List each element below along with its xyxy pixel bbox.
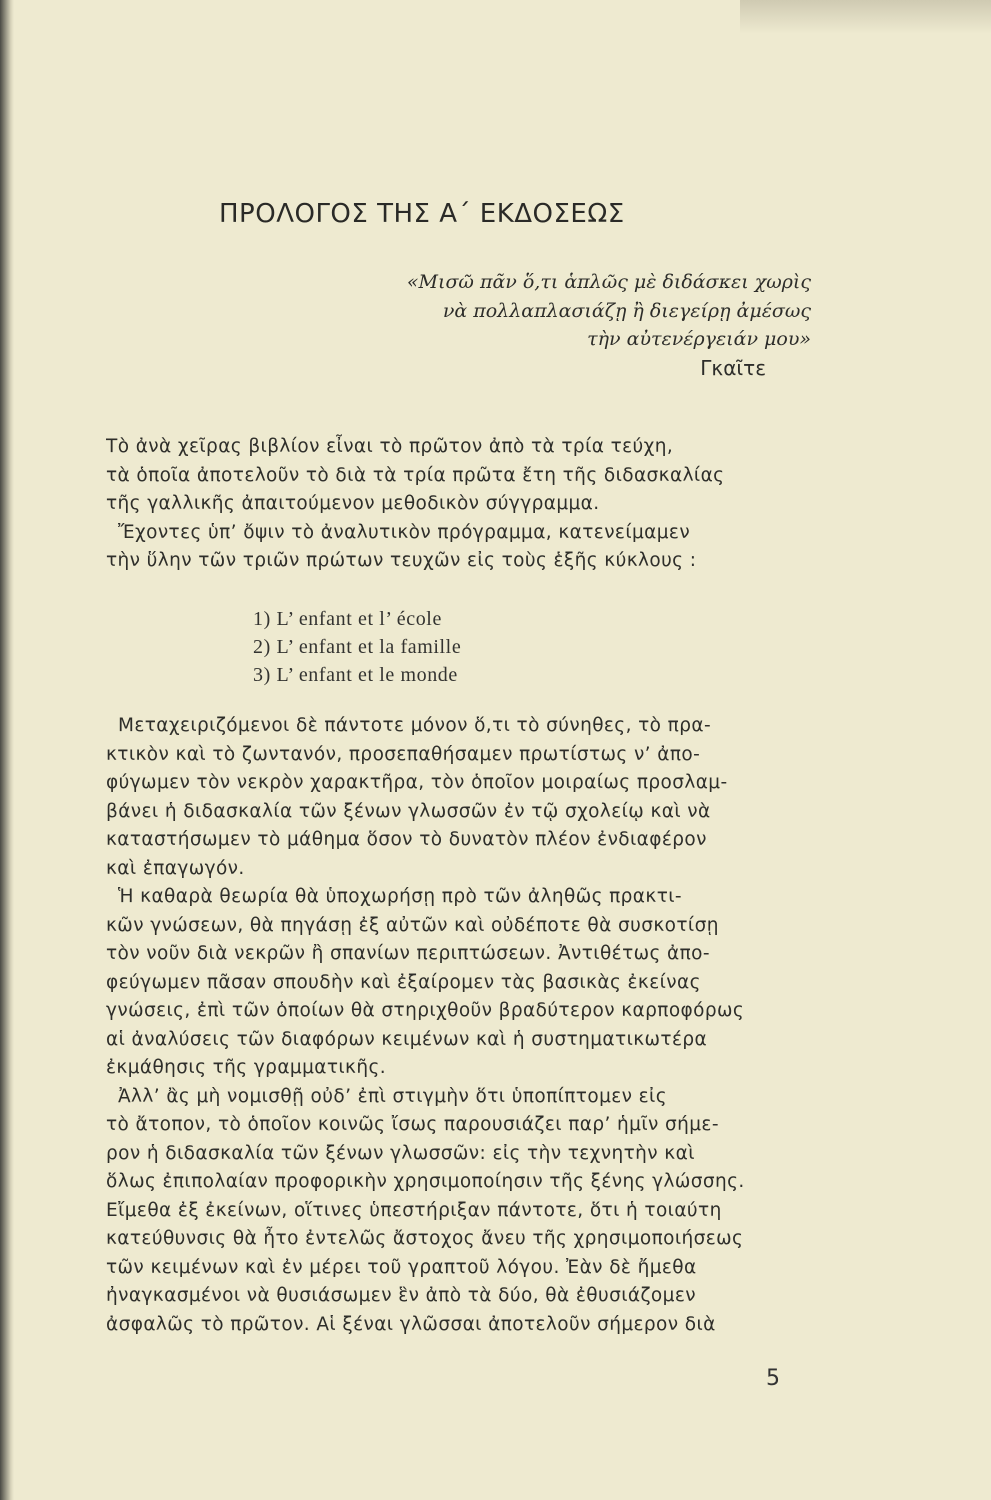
text-line: κτικὸν καὶ τὸ ζωντανόν, προσεπαθήσαμεν πρωτίστως ν’ ἀπο- <box>106 743 701 765</box>
text-line: Ἀλλ’ ἂς μὴ νομισθῇ οὐδ’ ἐπὶ στιγμὴν ὅτι ὑποπίπτομεν εἰς <box>118 1085 667 1107</box>
text-line: τὰ ὁποῖα ἀποτελοῦν τὸ διὰ τὰ τρία πρῶτα ἔτη τῆς διδασκαλίας <box>106 464 725 486</box>
page-number: 5 <box>766 1366 780 1391</box>
text-line: αἱ ἀναλύσεις τῶν διαφόρων κειμένων καὶ ἡ συστηματικωτέρα <box>106 1028 708 1050</box>
epigraph-line: «Μισῶ πᾶν ὅ,τι ἁπλῶς μὲ διδάσκει χωρὶς <box>406 271 811 293</box>
text-line: γνώσεις, ἐπὶ τῶν ὁποίων θὰ στηριχθοῦν βραδύτερον καρποφόρως <box>106 1000 745 1021</box>
page-title: ΠΡΟΛΟΓΟΣ ΤΗΣ Α΄ ΕΚΔΟΣΕΩΣ <box>219 199 625 229</box>
text-line: καὶ ἐπαγωγόν. <box>106 857 245 879</box>
epigraph-line: τὴν αὐτενέργειάν μου» <box>587 328 811 350</box>
text-line: καταστήσωμεν τὸ μάθημα ὅσον τὸ δυνατὸν πλέον ἐνδιαφέρον <box>106 829 707 850</box>
list-item: 1) L’ enfant et l’ école <box>253 608 442 630</box>
text-line: κατεύθυνσις θὰ ἦτο ἐντελῶς ἄστοχος ἄνευ τῆς χρησιμοποιήσεως <box>106 1228 744 1249</box>
text-line: ἀσφαλῶς τὸ πρῶτον. Αἱ ξέναι γλῶσσαι ἀποτελοῦν σήμερον διὰ <box>106 1313 716 1335</box>
text-line: Εἴμεθα ἐξ ἐκείνων, οἵτινες ὑπεστήριξαν πάντοτε, ὅτι ἡ τοιαύτη <box>106 1199 722 1221</box>
list-item: 2) L’ enfant et la famille <box>253 636 462 658</box>
text-line: ρον ἡ διδασκαλία τῶν ξένων γλωσσῶν: εἰς τὴν τεχνητὴν καὶ <box>106 1142 695 1164</box>
text-line: ὅλως ἐπιπολαίαν προφορικὴν χρησιμοποίησιν τῆς ξένης γλώσσης. <box>106 1171 745 1192</box>
text-line: τὴν ὕλην τῶν τριῶν πρώτων τευχῶν εἰς τοὺς ἑξῆς κύκλους : <box>106 550 697 571</box>
text-line: ἐκμάθησις τῆς γραμματικῆς. <box>106 1057 387 1078</box>
page-gutter <box>0 0 14 1500</box>
text-line: τῆς γαλλικῆς ἀπαιτούμενον μεθοδικὸν σύγγραμμα. <box>106 493 600 514</box>
epigraph <box>407 268 811 354</box>
text-line: φεύγωμεν πᾶσαν σπουδὴν καὶ ἐξαίρομεν τὰς βασικὰς ἐκείνας <box>106 971 701 993</box>
text-line: Ἡ καθαρὰ θεωρία θὰ ὑποχωρήσῃ πρὸ τῶν ἀληθῶς πρακτι- <box>118 886 682 907</box>
text-line: τὸ ἄτοπον, τὸ ὁποῖον κοινῶς ἴσως παρουσιάζει παρ’ ἡμῖν σήμε- <box>106 1114 719 1135</box>
text-line: τῶν κειμένων καὶ ἐν μέρει τοῦ γραπτοῦ λόγου. Ἐὰν δὲ ἤμεθα <box>106 1256 697 1278</box>
text-line: φύγωμεν τὸν νεκρὸν χαρακτῆρα, τὸν ὁποῖον μοιραίως προσλαμ- <box>106 772 728 793</box>
text-line: Τὸ ἀνὰ χεῖρας βιβλίον εἶναι τὸ πρῶτον ἀπὸ τὰ τρία τεύχη, <box>106 436 674 457</box>
text-line: τὸν νοῦν διὰ νεκρῶν ἢ σπανίων περιπτώσεων. Ἀντιθέτως ἀπο- <box>106 943 710 964</box>
epigraph-author: Γκαῖτε <box>700 356 766 380</box>
cycles-list <box>253 605 461 689</box>
text-line: κῶν γνώσεων, θὰ πηγάσῃ ἐξ αὐτῶν καὶ οὐδέποτε θὰ συσκοτίσῃ <box>106 914 719 936</box>
text-line: βάνει ἡ διδασκαλία τῶν ξένων γλωσσῶν ἐν τῷ σχολείῳ καὶ νὰ <box>106 800 711 822</box>
page-shadow <box>740 0 991 34</box>
main-text <box>106 712 814 1339</box>
text-line: Ἔχοντες ὑπ’ ὄψιν τὸ ἀναλυτικὸν πρόγραμμα, κατενείμαμεν <box>118 521 691 543</box>
list-item: 3) L’ enfant et le monde <box>253 664 458 686</box>
intro-paragraph <box>106 433 814 576</box>
text-line: ἠναγκασμένοι νὰ θυσιάσωμεν ἓν ἀπὸ τὰ δύο, θὰ ἐθυσιάζομεν <box>106 1285 696 1306</box>
epigraph-line: νὰ πολλαπλασιάζῃ ἢ διεγείρῃ ἀμέσως <box>442 299 811 322</box>
text-line: Μεταχειριζόμενοι δὲ πάντοτε μόνον ὅ,τι τὸ σύνηθες, τὸ πρα- <box>118 715 712 736</box>
